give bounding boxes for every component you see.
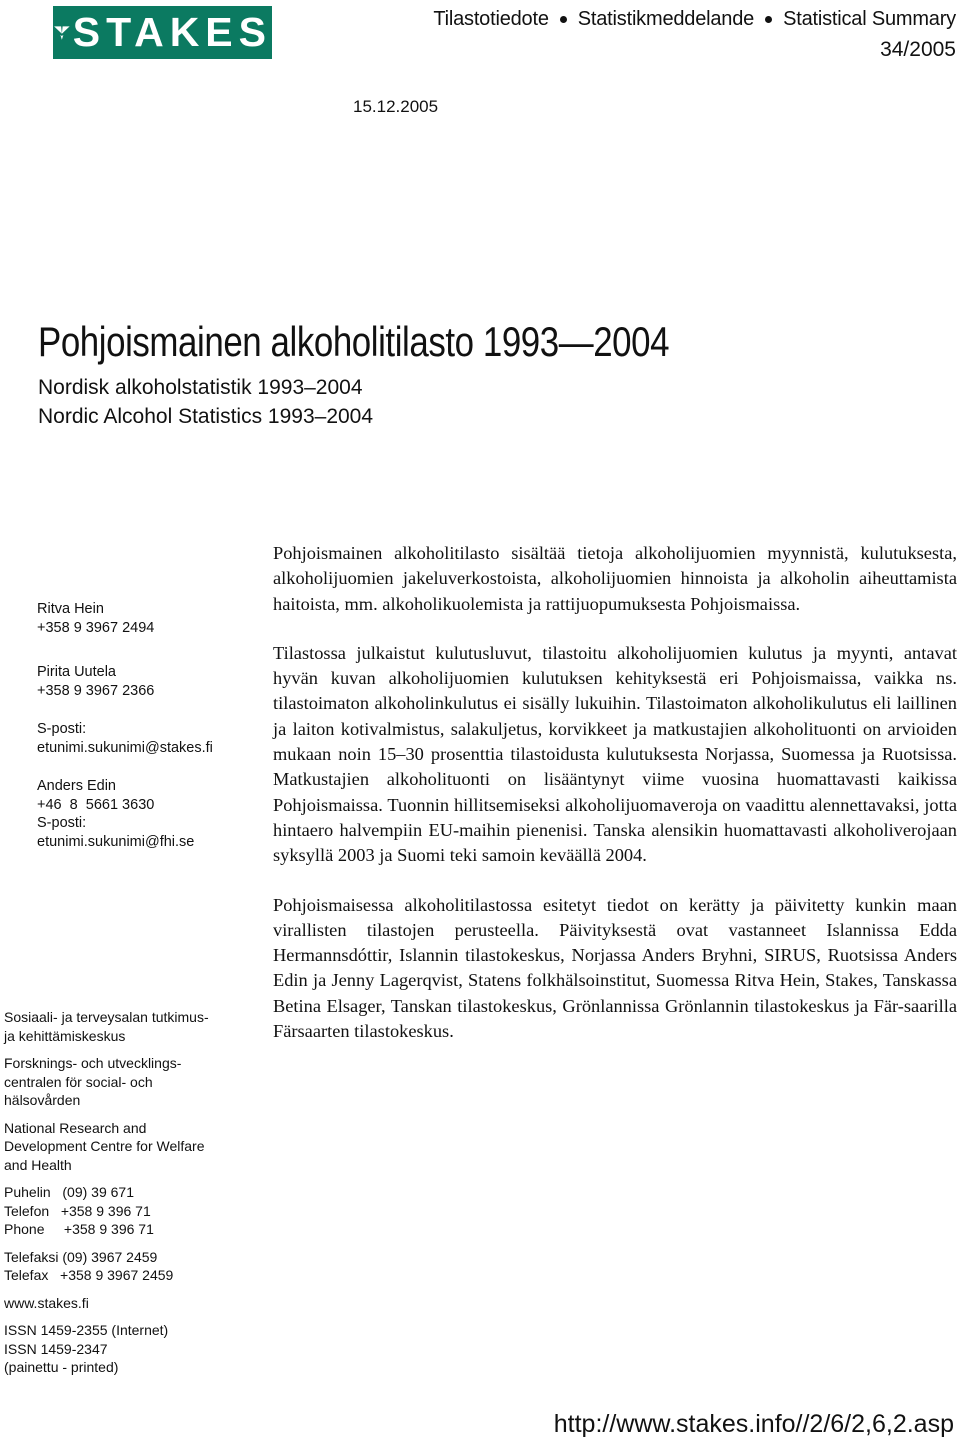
contact-edin bbox=[37, 777, 267, 851]
contact-name: Pirita Uutela bbox=[37, 664, 116, 680]
paragraph-intro: Pohjoismainen alkoholitilasto sisältää tietoja alkoholijuomien myynnistä, kulutuksesta, alkoholijuomien jakeluverkostoista, alkoholijuomien hinnoista ja alkoholin aiheuttamista haitoista, mm. alkoholikuolemista ja rattijuopumuksesta Pohjoismaissa. bbox=[273, 543, 957, 614]
org-issn bbox=[4, 1321, 244, 1377]
contact-email-stakes bbox=[37, 720, 267, 757]
subtitle-english: Nordic Alcohol Statistics 1993–2004 bbox=[38, 405, 374, 428]
contact-hein bbox=[37, 600, 267, 637]
issn-line: ISSN 1459-2355 (Internet) bbox=[4, 1322, 169, 1338]
phone-line: Phone +358 9 396 71 bbox=[4, 1221, 154, 1237]
page-title: Pohjoismainen alkoholitilasto 1993—2004 bbox=[38, 318, 670, 365]
phone-line: Telefon +358 9 396 71 bbox=[4, 1202, 151, 1219]
bullet-icon bbox=[765, 16, 772, 23]
org-line: hälsovården bbox=[4, 1092, 81, 1108]
org-line: centralen för social- och bbox=[4, 1073, 153, 1090]
email-label: S-posti: bbox=[37, 721, 87, 737]
paragraph-sources: Pohjoismaisessa alkoholitilastossa esitetyt tiedot on kerätty ja päivitetty kunkin maan virallisten tilastojen perusteella. Päivityksestä ovat vastanneet Islannissa Edda Hermannsdóttir, Islannin tilastokeskus, Norjassa Anders Bryhni, SIRUS, Ruotsissa Anders Edin ja Jenny Lagerqvist, Statens folkhälsoinstitut, Suomessa Ritva Hein, Stakes, Tanskassa Betina Elsager, Tanskan tilastokeskus, Grönlannissa Grönlannin tilastokeskus ja Fär-saarilla Färsaarten tilastokeskus. bbox=[273, 894, 957, 1042]
organization-info bbox=[4, 1008, 244, 1386]
email-address[interactable]: etunimi.sukunimi@fhi.se bbox=[37, 833, 195, 850]
fax-line: Telefax +358 9 3967 2459 bbox=[4, 1267, 174, 1283]
org-line: National Research and bbox=[4, 1119, 147, 1136]
org-line: Sosiaali- ja terveysalan tutkimus- bbox=[4, 1009, 209, 1025]
org-phones bbox=[4, 1183, 244, 1239]
contact-phone: +358 9 3967 2494 bbox=[37, 619, 155, 636]
issn-line: (painettu - printed) bbox=[4, 1359, 119, 1375]
contact-name: Ritva Hein bbox=[37, 601, 104, 617]
contact-phone: +46 8 5661 3630 bbox=[37, 796, 155, 813]
phone-line: Puhelin (09) 39 671 bbox=[4, 1184, 134, 1200]
logo-wordmark: STAKES bbox=[72, 9, 272, 55]
publication-series bbox=[433, 8, 956, 31]
fax-line: Telefaksi (09) 3967 2459 bbox=[4, 1248, 158, 1265]
org-website[interactable]: www.stakes.fi bbox=[4, 1294, 89, 1311]
stakes-logo bbox=[53, 6, 272, 59]
bullet-icon bbox=[560, 16, 567, 23]
bird-icon bbox=[53, 6, 71, 59]
org-fax bbox=[4, 1248, 244, 1285]
email-address[interactable]: etunimi.sukunimi@stakes.fi bbox=[37, 739, 213, 756]
series-fi: Tilastotiedote bbox=[433, 8, 549, 30]
footer-url[interactable]: http://www.stakes.info//2/6/2,6,2.asp bbox=[553, 1410, 954, 1438]
paragraph-consumption: Tilastossa julkaistut kulutusluvut, tilastoitu alkoholijuomien kulutus ja myynti, antavat hyvän kuvan alkoholijuomien kulutuksen kehityksestä eri Pohjoismaissa, vaikka ns. tilastoimaton alkoholinkulutus ei sisälly lukuihin. Tilastoimaton alkoholikulutus eli laillinen ja laiton kotivalmistus, salakuljetus, korvikkeet ja matkustajien alkoholituonti on arvioiden mukaan noin 15–30 prosenttia tilastoidusta kulutuksesta Norjassa, Suomessa ja Ruotsissa. Matkustajien alkoholituonti on lisääntynyt viime vuosina huomattavasti kaikissa Pohjoismaissa. Tuonnin hillitsemiseksi alkoholijuomaveroja on vaadittu alennettavaksi, jotta hintaero halvempiin EU-maihin pienenisi. Tanska alensikin huomattavasti alkoholiverojaan syksyllä 2003 ja Suomi teki samoin keväällä 2004. bbox=[273, 642, 957, 866]
contact-uutela bbox=[37, 663, 267, 700]
contact-name: Anders Edin bbox=[37, 778, 116, 794]
subtitle-swedish: Nordisk alkoholstatistik 1993–2004 bbox=[38, 376, 363, 399]
org-line: and Health bbox=[4, 1156, 72, 1173]
org-name-fi bbox=[4, 1008, 244, 1045]
org-line: ja kehittämiskeskus bbox=[4, 1027, 126, 1044]
email-label: S-posti: bbox=[37, 815, 87, 831]
publication-number: 34/2005 bbox=[880, 38, 956, 61]
contact-phone: +358 9 3967 2366 bbox=[37, 682, 155, 699]
series-sv: Statistikmeddelande bbox=[577, 8, 755, 30]
org-line: Forsknings- och utvecklings- bbox=[4, 1055, 182, 1071]
body-text bbox=[273, 541, 957, 1068]
org-name-en bbox=[4, 1119, 244, 1175]
issn-line: ISSN 1459-2347 bbox=[4, 1340, 108, 1357]
org-line: Development Centre for Welfare bbox=[4, 1138, 205, 1154]
contact-list bbox=[37, 600, 267, 863]
org-name-sv bbox=[4, 1054, 244, 1110]
publication-date: 15.12.2005 bbox=[353, 97, 439, 116]
series-en: Statistical Summary bbox=[783, 8, 956, 30]
